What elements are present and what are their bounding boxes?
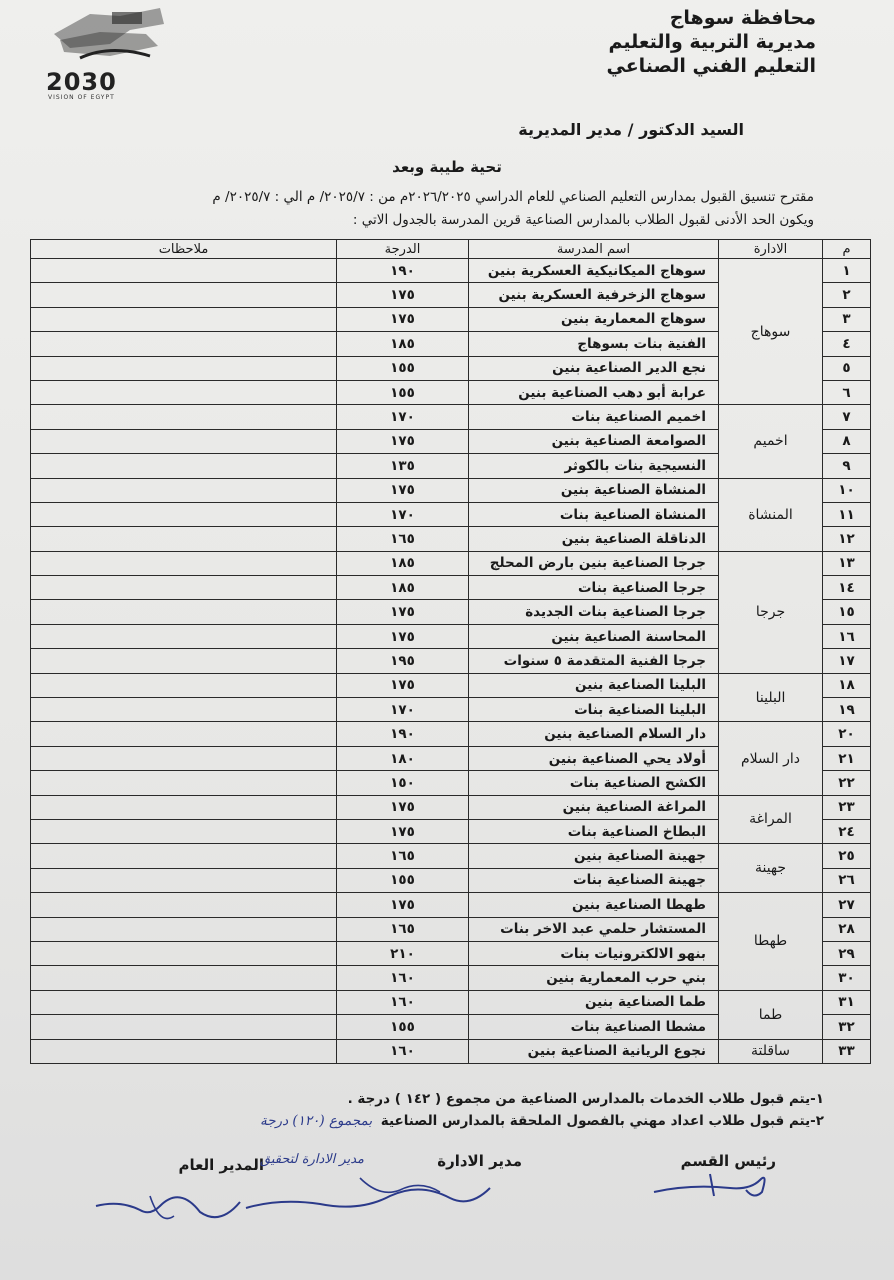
notes-cell — [31, 624, 337, 648]
min-grade: ١٧٥ — [337, 893, 469, 917]
row-number: ٢٨ — [823, 917, 871, 941]
intro-line-2: ويكون الحد الأدنى لقبول الطلاب بالمدارس الصناعية قرين المدرسة بالجدول الاتي : — [352, 212, 814, 228]
min-grade: ١٨٥ — [337, 576, 469, 600]
school-name: الكشح الصناعية بنات — [469, 771, 719, 795]
school-name: المراغة الصناعية بنين — [469, 795, 719, 819]
min-grade: ١٧٥ — [337, 478, 469, 502]
table-row — [31, 722, 871, 746]
department-cell: سوهاج — [719, 259, 823, 405]
notes-cell — [31, 527, 337, 551]
min-grade: ١٦٥ — [337, 844, 469, 868]
min-grade: ١٩٠ — [337, 722, 469, 746]
notes-cell — [31, 990, 337, 1014]
intro-paragraph — [54, 186, 814, 232]
min-grade: ٢١٠ — [337, 941, 469, 965]
school-name: البلينا الصناعية بنين — [469, 673, 719, 697]
notes-cell — [31, 283, 337, 307]
handwritten-note: بمجموع (١٢٠) درجة — [259, 1113, 373, 1129]
vision-2030-logo — [40, 4, 170, 101]
notes-cell — [31, 649, 337, 673]
department-cell: طهطا — [719, 893, 823, 991]
notes-cell — [31, 429, 337, 453]
min-grade: ١٨٥ — [337, 551, 469, 575]
notes-cell — [31, 844, 337, 868]
row-number: ٨ — [823, 429, 871, 453]
school-name: نجع الدير الصناعية بنين — [469, 356, 719, 380]
notes-cell — [31, 454, 337, 478]
table-body — [31, 259, 871, 1064]
school-name: سوهاج الميكانيكية العسكرية بنين — [469, 259, 719, 283]
row-number: ٣ — [823, 307, 871, 331]
school-name: سوهاج المعمارية بنين — [469, 307, 719, 331]
min-grade: ١٧٠ — [337, 698, 469, 722]
footnote-2-text: ٢-يتم قبول طلاب اعداد مهني بالفصول الملحقة بالمدارس الصناعية — [380, 1113, 824, 1129]
general-director-handnote: مدير الادارة لتحقيق — [260, 1152, 364, 1167]
notes-cell — [31, 600, 337, 624]
notes-cell — [31, 698, 337, 722]
head-of-section-label: رئيس القسم — [680, 1152, 776, 1170]
notes-cell — [31, 966, 337, 990]
table-row — [31, 478, 871, 502]
table-row — [31, 1039, 871, 1063]
table-row — [31, 673, 871, 697]
department-cell: البلينا — [719, 673, 823, 722]
min-grade: ١٦٠ — [337, 966, 469, 990]
letterhead — [556, 6, 816, 78]
logo-art-icon — [50, 4, 168, 60]
row-number: ١٧ — [823, 649, 871, 673]
min-grade: ١٦٥ — [337, 917, 469, 941]
notes-cell — [31, 771, 337, 795]
notes-cell — [31, 356, 337, 380]
row-number: ٢ — [823, 283, 871, 307]
department-cell: اخميم — [719, 405, 823, 478]
admission-table — [30, 239, 871, 1064]
min-grade: ١٧٥ — [337, 283, 469, 307]
min-grade: ١٥٥ — [337, 380, 469, 404]
department-cell: دار السلام — [719, 722, 823, 795]
notes-cell — [31, 893, 337, 917]
min-grade: ١٥٠ — [337, 771, 469, 795]
department-cell: جهينة — [719, 844, 823, 893]
min-grade: ١٦٥ — [337, 527, 469, 551]
footnote-2 — [44, 1110, 824, 1132]
row-number: ١٠ — [823, 478, 871, 502]
school-name: البلينا الصناعية بنات — [469, 698, 719, 722]
min-grade: ١٨٠ — [337, 746, 469, 770]
notes-cell — [31, 576, 337, 600]
school-name: أولاد يحي الصناعية بنين — [469, 746, 719, 770]
school-name: بنهو الالكترونيات بنات — [469, 941, 719, 965]
notes-cell — [31, 332, 337, 356]
header-school: اسم المدرسة — [469, 240, 719, 259]
general-director-label: المدير العام — [178, 1156, 264, 1174]
table-row — [31, 405, 871, 429]
min-grade: ١٧٥ — [337, 307, 469, 331]
row-number: ٩ — [823, 454, 871, 478]
row-number: ١٩ — [823, 698, 871, 722]
min-grade: ١٣٥ — [337, 454, 469, 478]
table-header-row — [31, 240, 871, 259]
department-cell: جرجا — [719, 551, 823, 673]
min-grade: ١٧٠ — [337, 405, 469, 429]
row-number: ١٥ — [823, 600, 871, 624]
notes-cell — [31, 868, 337, 892]
min-grade: ١٨٥ — [337, 332, 469, 356]
intro-line-1: مقترح تنسيق القبول بمدارس التعليم الصناعي للعام الدراسي ٢٠٢٦/٢٠٢٥م من : ٢٠٢٥/٧/ م الي : ٢٠٢٥/٧/ م — [212, 189, 814, 205]
row-number: ٢٩ — [823, 941, 871, 965]
school-name: المحاسنة الصناعية بنين — [469, 624, 719, 648]
school-name: دار السلام الصناعية بنين — [469, 722, 719, 746]
table-row — [31, 844, 871, 868]
notes-cell — [31, 917, 337, 941]
notes-cell — [31, 478, 337, 502]
notes-cell — [31, 502, 337, 526]
row-number: ٢٠ — [823, 722, 871, 746]
school-name: جرجا الصناعية بنين بارض المحلج — [469, 551, 719, 575]
school-name: طما الصناعية بنين — [469, 990, 719, 1014]
table-row — [31, 795, 871, 819]
school-name: الصوامعة الصناعية بنين — [469, 429, 719, 453]
school-name: جهينة الصناعية بنين — [469, 844, 719, 868]
row-number: ٥ — [823, 356, 871, 380]
row-number: ٢٣ — [823, 795, 871, 819]
school-name: النسيجية بنات بالكوثر — [469, 454, 719, 478]
min-grade: ١٧٥ — [337, 429, 469, 453]
school-name: بني حرب المعمارية بنين — [469, 966, 719, 990]
notes-cell — [31, 795, 337, 819]
footnote-1: ١-يتم قبول طلاب الخدمات بالمدارس الصناعية من مجموع ( ١٤٢ ) درجة . — [347, 1091, 824, 1107]
min-grade: ١٧٠ — [337, 502, 469, 526]
school-name: طهطا الصناعية بنين — [469, 893, 719, 917]
notes-cell — [31, 405, 337, 429]
notes-cell — [31, 380, 337, 404]
table-row — [31, 990, 871, 1014]
row-number: ١٦ — [823, 624, 871, 648]
school-name: الفنية بنات بسوهاج — [469, 332, 719, 356]
school-name: المنشاة الصناعية بنين — [469, 478, 719, 502]
min-grade: ١٥٥ — [337, 356, 469, 380]
head-signature-icon — [650, 1166, 780, 1206]
table-row — [31, 259, 871, 283]
min-grade: ١٧٥ — [337, 819, 469, 843]
notes-cell — [31, 673, 337, 697]
school-name: عرابة أبو دهب الصناعية بنين — [469, 380, 719, 404]
department-cell: ساقلتة — [719, 1039, 823, 1063]
row-number: ٢٦ — [823, 868, 871, 892]
notes-cell — [31, 307, 337, 331]
school-name: مشطا الصناعية بنات — [469, 1015, 719, 1039]
notes-cell — [31, 259, 337, 283]
min-grade: ١٥٥ — [337, 868, 469, 892]
row-number: ١٢ — [823, 527, 871, 551]
row-number: ٧ — [823, 405, 871, 429]
min-grade: ١٧٥ — [337, 624, 469, 648]
min-grade: ١٩٥ — [337, 649, 469, 673]
row-number: ٣٢ — [823, 1015, 871, 1039]
letterhead-line-1: محافظة سوهاج — [669, 7, 816, 29]
row-number: ١١ — [823, 502, 871, 526]
notes-cell — [31, 819, 337, 843]
row-number: ٢٢ — [823, 771, 871, 795]
letterhead-line-2: مديرية التربية والتعليم — [608, 31, 816, 53]
notes-cell — [31, 1015, 337, 1039]
school-name: اخميم الصناعية بنات — [469, 405, 719, 429]
row-number: ٢١ — [823, 746, 871, 770]
min-grade: ١٥٥ — [337, 1015, 469, 1039]
header-dept: الادارة — [719, 240, 823, 259]
min-grade: ١٧٥ — [337, 795, 469, 819]
min-grade: ١٦٠ — [337, 990, 469, 1014]
row-number: ٣٠ — [823, 966, 871, 990]
row-number: ٢٧ — [823, 893, 871, 917]
logo-subtitle: VISION OF EGYPT — [48, 94, 115, 101]
row-number: ٦ — [823, 380, 871, 404]
row-number: ٣٣ — [823, 1039, 871, 1063]
department-cell: المنشاة — [719, 478, 823, 551]
notes-cell — [31, 941, 337, 965]
row-number: ١٤ — [823, 576, 871, 600]
min-grade: ١٧٥ — [337, 600, 469, 624]
department-cell: طما — [719, 990, 823, 1039]
admin-director-label: مدير الادارة — [437, 1152, 522, 1170]
header-notes: ملاحظات — [31, 240, 337, 259]
row-number: ٣١ — [823, 990, 871, 1014]
min-grade: ١٩٠ — [337, 259, 469, 283]
letterhead-line-3: التعليم الفني الصناعي — [606, 55, 816, 77]
school-name: المستشار حلمي عبد الاخر بنات — [469, 917, 719, 941]
row-number: ١٣ — [823, 551, 871, 575]
school-name: جرجا الفنية المتقدمة ٥ سنوات — [469, 649, 719, 673]
addressee: السيد الدكتور / مدير المديرية — [518, 120, 744, 139]
row-number: ١٨ — [823, 673, 871, 697]
row-number: ٤ — [823, 332, 871, 356]
logo-number: 2030 — [46, 68, 117, 96]
notes-cell — [31, 722, 337, 746]
row-number: ١ — [823, 259, 871, 283]
school-name: نجوع الريانية الصناعية بنين — [469, 1039, 719, 1063]
school-name: الدناقلة الصناعية بنين — [469, 527, 719, 551]
school-name: جرجا الصناعية بنات — [469, 576, 719, 600]
header-num: م — [823, 240, 871, 259]
school-name: المنشاة الصناعية بنات — [469, 502, 719, 526]
min-grade: ١٦٠ — [337, 1039, 469, 1063]
school-name: جهينة الصناعية بنات — [469, 868, 719, 892]
min-grade: ١٧٥ — [337, 673, 469, 697]
school-name: البطاخ الصناعية بنات — [469, 819, 719, 843]
table-row — [31, 893, 871, 917]
general-director-signature-icon — [90, 1176, 250, 1236]
greeting: تحية طيبة وبعد — [392, 158, 502, 176]
row-number: ٢٤ — [823, 819, 871, 843]
header-grade: الدرجة — [337, 240, 469, 259]
school-name: سوهاج الزخرفية العسكرية بنين — [469, 283, 719, 307]
footnotes — [44, 1088, 824, 1132]
school-name: جرجا الصناعية بنات الجديدة — [469, 600, 719, 624]
notes-cell — [31, 551, 337, 575]
notes-cell — [31, 1039, 337, 1063]
notes-cell — [31, 746, 337, 770]
department-cell: المراغة — [719, 795, 823, 844]
row-number: ٢٥ — [823, 844, 871, 868]
admin-director-signature-icon — [240, 1168, 510, 1228]
table-row — [31, 551, 871, 575]
